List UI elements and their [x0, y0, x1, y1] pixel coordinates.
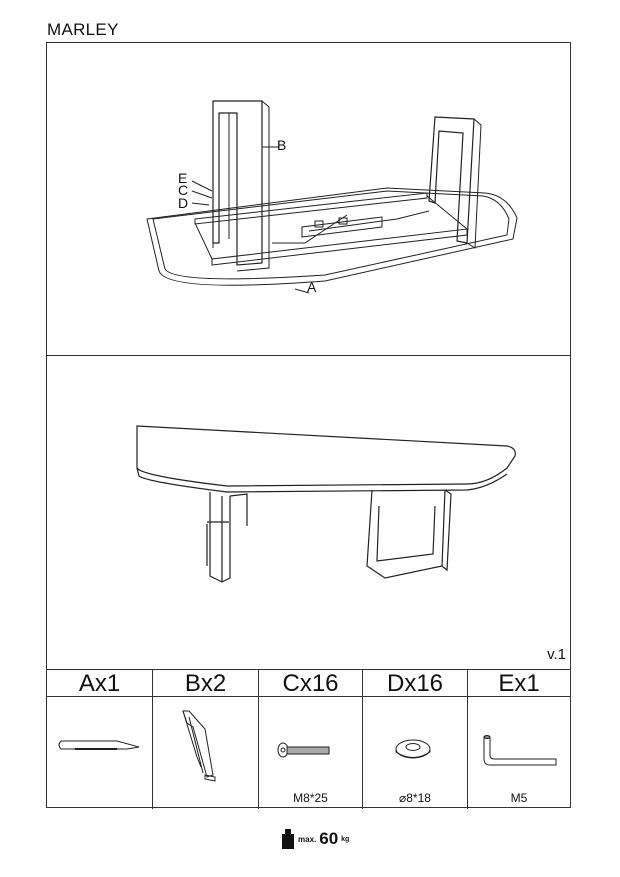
part-cell-c	[259, 697, 363, 809]
label-b: B	[277, 137, 287, 153]
max-load-value: 60	[319, 829, 339, 848]
leg-frame-icon	[153, 697, 258, 807]
part-header-e: Ex1	[468, 670, 570, 697]
max-load-unit: kg	[341, 835, 350, 843]
label-a: A	[307, 279, 317, 295]
weight-icon	[281, 829, 295, 849]
label-c: C	[178, 182, 189, 198]
document-title: MARLEY	[47, 20, 119, 39]
part-spec-e: M5	[510, 791, 528, 805]
instruction-frame	[46, 42, 571, 848]
parts-list-table	[47, 669, 570, 809]
tabletop-icon	[47, 697, 152, 807]
step-1-panel	[47, 43, 570, 356]
max-load-indicator	[281, 829, 349, 849]
part-spec-d: ⌀8*18	[399, 791, 431, 805]
tabletop	[137, 426, 515, 486]
part-header-d: Dx16	[363, 670, 468, 697]
part-header-a: Ax1	[47, 670, 153, 697]
part-header-b: Bx2	[153, 670, 259, 697]
label-d: D	[178, 195, 189, 211]
part-spec-c: M8*25	[293, 791, 328, 805]
part-cell-e	[468, 697, 570, 809]
assembled-table-diagram	[47, 356, 570, 668]
part-cell-b	[153, 697, 259, 809]
part-cell-d	[363, 697, 468, 809]
version-label: v.1	[547, 646, 566, 663]
table-underside-assembly-diagram	[47, 43, 570, 355]
label-e: E	[178, 170, 188, 186]
part-cell-a	[47, 697, 153, 809]
max-load-label: max.	[298, 834, 317, 844]
tabletop-outline	[147, 188, 517, 285]
part-header-c: Cx16	[259, 670, 363, 697]
